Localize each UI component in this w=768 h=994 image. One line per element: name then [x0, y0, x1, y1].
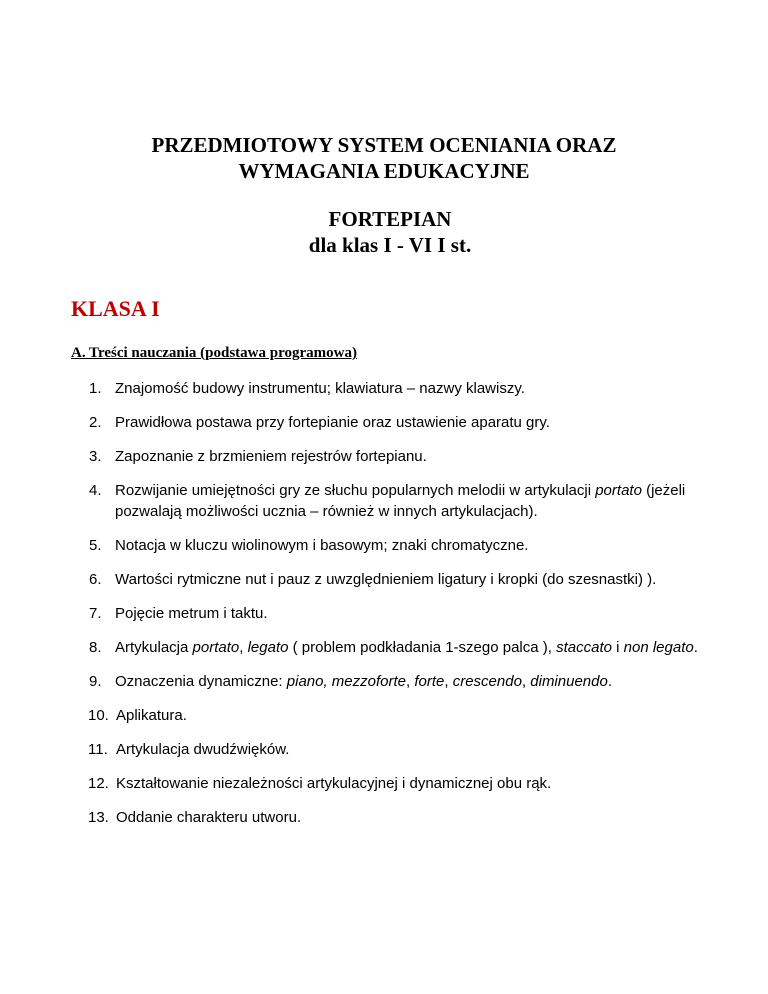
- list-item-text: [115, 482, 685, 520]
- list-item-number: 3.: [89, 448, 102, 465]
- list-item-text: [115, 639, 698, 656]
- italic-term: portato: [595, 482, 642, 499]
- list-item-number: 13.: [88, 809, 109, 826]
- text-run: Znajomość budowy instrumentu; klawiatura – nazwy klawiszy.: [115, 380, 525, 397]
- text-run: ,: [444, 673, 453, 690]
- list-item: [89, 603, 709, 624]
- list-item: [89, 739, 709, 760]
- list-item: [89, 412, 709, 433]
- list-item-text: [116, 775, 551, 792]
- list-item: [89, 671, 709, 692]
- text-run: Rozwijanie umiejętności gry ze słuchu popularnych melodii w artykulacji: [115, 482, 596, 499]
- text-run: Aplikatura.: [116, 707, 187, 724]
- title-line-2: WYMAGANIA EDUKACYJNE: [238, 159, 530, 183]
- list-item: [89, 569, 709, 590]
- text-run: Notacja w kluczu wiolinowym i basowym; znaki chromatyczne.: [115, 537, 529, 554]
- title-line-1: PRZEDMIOTOWY SYSTEM OCENIANIA ORAZ: [151, 133, 617, 157]
- italic-term: non legato: [623, 639, 694, 656]
- list-item-number: 7.: [89, 605, 102, 622]
- list-item-text: [115, 380, 525, 397]
- list-item-number: 10.: [88, 707, 109, 724]
- list-item-text: [115, 673, 612, 690]
- class-range: dla klas I - VI I st.: [308, 233, 472, 257]
- document-title: [0, 132, 768, 184]
- subject-name: FORTEPIAN: [328, 207, 452, 231]
- list-item-number: 4.: [89, 482, 102, 499]
- text-run: ,: [239, 639, 248, 656]
- text-run: i: [611, 639, 624, 656]
- list-item-text: [115, 414, 550, 431]
- list-item: [89, 446, 709, 467]
- list-item-number: 1.: [89, 380, 102, 397]
- section-heading: A. Treści nauczania (podstawa programowa): [71, 345, 357, 361]
- list-item: [89, 378, 709, 399]
- text-run: .: [607, 673, 612, 690]
- list-item: [89, 807, 709, 828]
- list-item-number: 2.: [89, 414, 102, 431]
- list-item: [89, 480, 709, 522]
- list-item-number: 5.: [89, 537, 102, 554]
- list-item: [89, 535, 709, 556]
- list-item-text: [116, 809, 301, 826]
- italic-term: piano, mezzoforte: [286, 673, 406, 690]
- list-item-text: [115, 571, 656, 588]
- list-item-text: [115, 448, 427, 465]
- text-run: ,: [521, 673, 531, 690]
- list-item: [89, 705, 709, 726]
- italic-term: diminuendo: [530, 673, 608, 690]
- class-heading: KLASA I: [71, 296, 160, 321]
- list-item-text: [115, 605, 268, 622]
- list-item-text: [116, 707, 187, 724]
- text-run: ( problem podkładania 1-szego palca ),: [288, 639, 557, 656]
- list-item-number: 9.: [89, 673, 102, 690]
- text-run: Prawidłowa postawa przy fortepianie oraz ustawienie aparatu gry.: [115, 414, 550, 431]
- italic-term: legato: [247, 639, 289, 656]
- list-item-text: [115, 537, 528, 554]
- text-run: Zapoznanie z brzmieniem rejestrów fortepianu.: [115, 448, 427, 465]
- text-run: (jeżeli pozwalają możliwości ucznia – również w innych artykulacjach).: [115, 482, 686, 520]
- list-item-number: 12.: [88, 775, 109, 792]
- text-run: ,: [406, 673, 415, 690]
- italic-term: crescendo: [452, 673, 522, 690]
- content-list: [89, 378, 709, 841]
- italic-term: portato: [192, 639, 240, 656]
- list-item-number: 6.: [89, 571, 102, 588]
- text-run: Oznaczenia dynamiczne:: [115, 673, 287, 690]
- document-subtitle: [0, 206, 768, 258]
- italic-term: staccato: [556, 639, 612, 656]
- list-item-number: 11.: [88, 741, 108, 758]
- text-run: Artykulacja dwudźwięków.: [116, 741, 290, 758]
- text-run: Artykulacja: [115, 639, 193, 656]
- list-item-number: 8.: [89, 639, 102, 656]
- text-run: Oddanie charakteru utworu.: [116, 809, 302, 826]
- text-run: Kształtowanie niezależności artykulacyjnej i dynamicznej obu rąk.: [116, 775, 552, 792]
- text-run: Wartości rytmiczne nut i pauz z uwzględnieniem ligatury i kropki (do szesnastki) ).: [115, 571, 657, 588]
- list-item: [89, 637, 709, 658]
- italic-term: forte: [414, 673, 445, 690]
- text-run: Pojęcie metrum i taktu.: [115, 605, 268, 622]
- list-item-text: [116, 741, 289, 758]
- list-item: [89, 773, 709, 794]
- text-run: .: [693, 639, 698, 656]
